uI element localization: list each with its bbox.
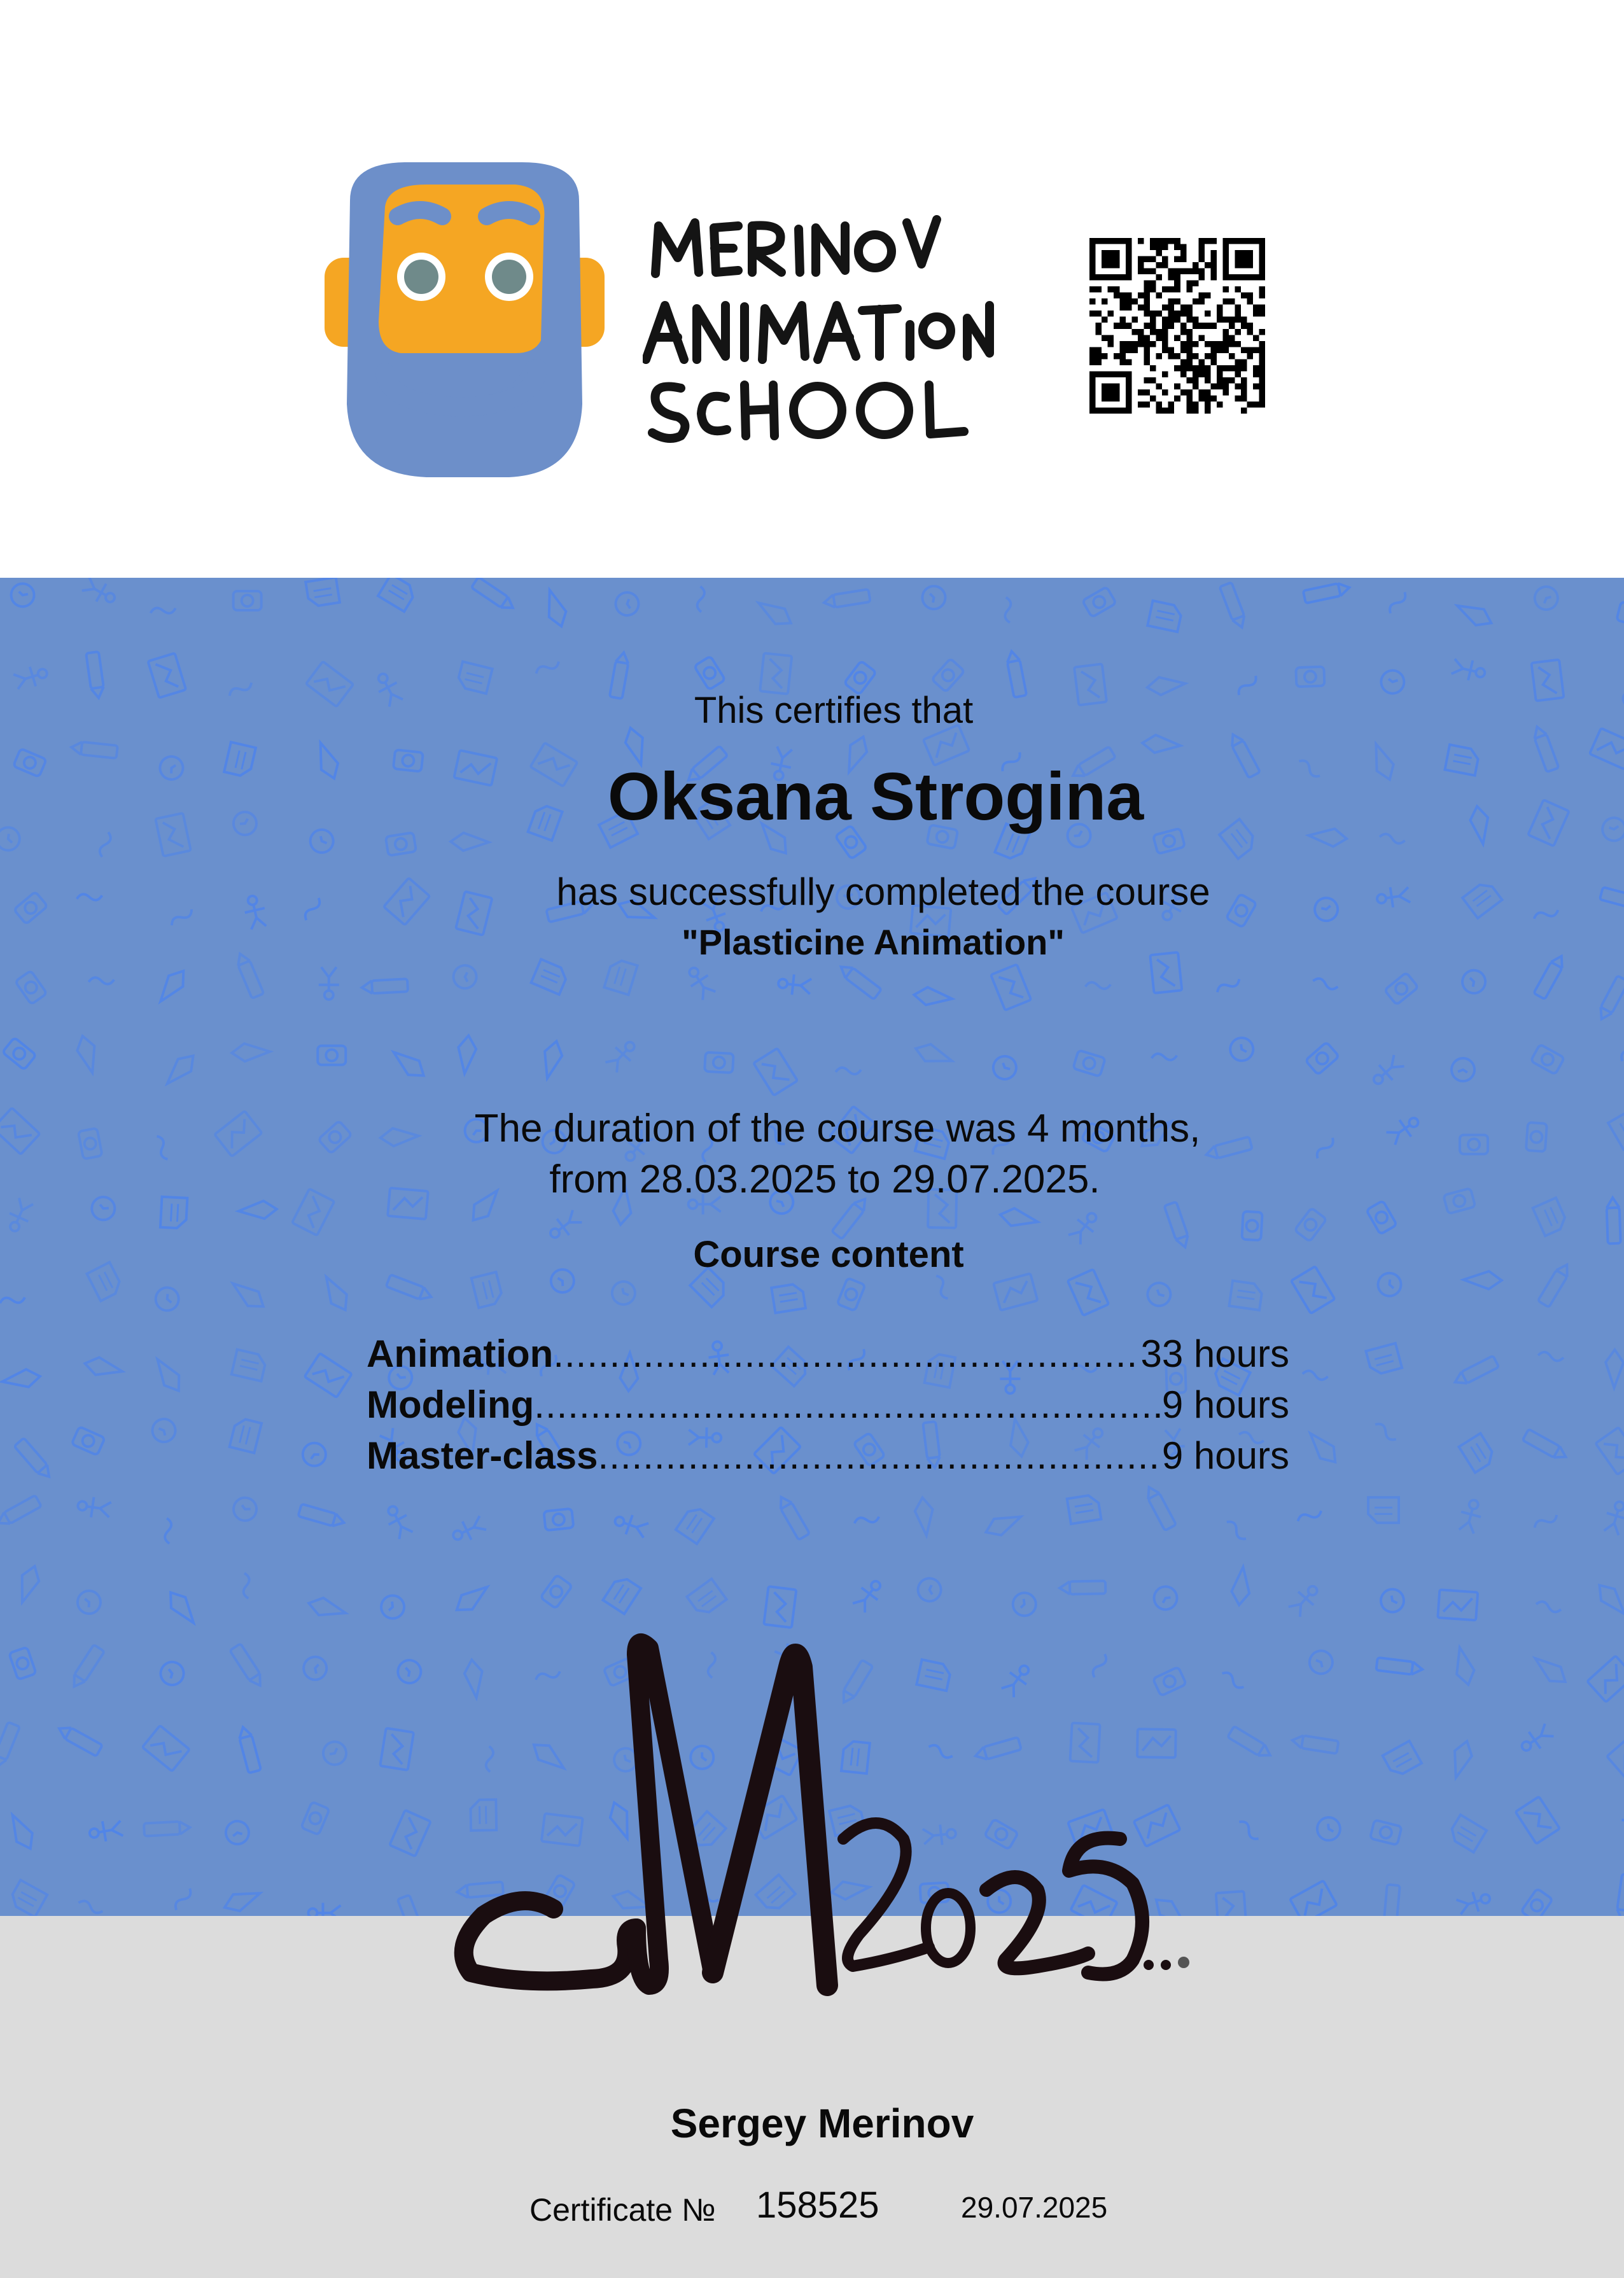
issue-date: 29.07.2025: [961, 2191, 1108, 2224]
robot-face-icon: [325, 162, 605, 480]
school-wordmark-logo: [643, 204, 1037, 445]
content-hours: 9 hours: [1161, 1383, 1289, 1426]
dot-leader: [598, 1434, 1162, 1478]
list-item: [367, 1383, 1289, 1434]
certificate-number-label: Certificate №: [529, 2192, 716, 2228]
list-item: [367, 1434, 1289, 1485]
content-label: Modeling: [367, 1383, 535, 1426]
dot-leader: [534, 1383, 1162, 1427]
list-item: [367, 1332, 1289, 1383]
dot-leader: [553, 1332, 1140, 1376]
certificate-number: 158525: [756, 2184, 879, 2226]
content-label: Master-class: [367, 1434, 598, 1477]
course-content-list: [367, 1332, 1289, 1485]
qr-code-icon: [1089, 238, 1265, 414]
content-hours: 9 hours: [1161, 1434, 1289, 1477]
content-label: Animation: [367, 1332, 554, 1375]
certificate-header: [0, 0, 1624, 578]
handwritten-signature: [445, 1629, 1241, 2036]
content-hours: 33 hours: [1140, 1332, 1289, 1375]
